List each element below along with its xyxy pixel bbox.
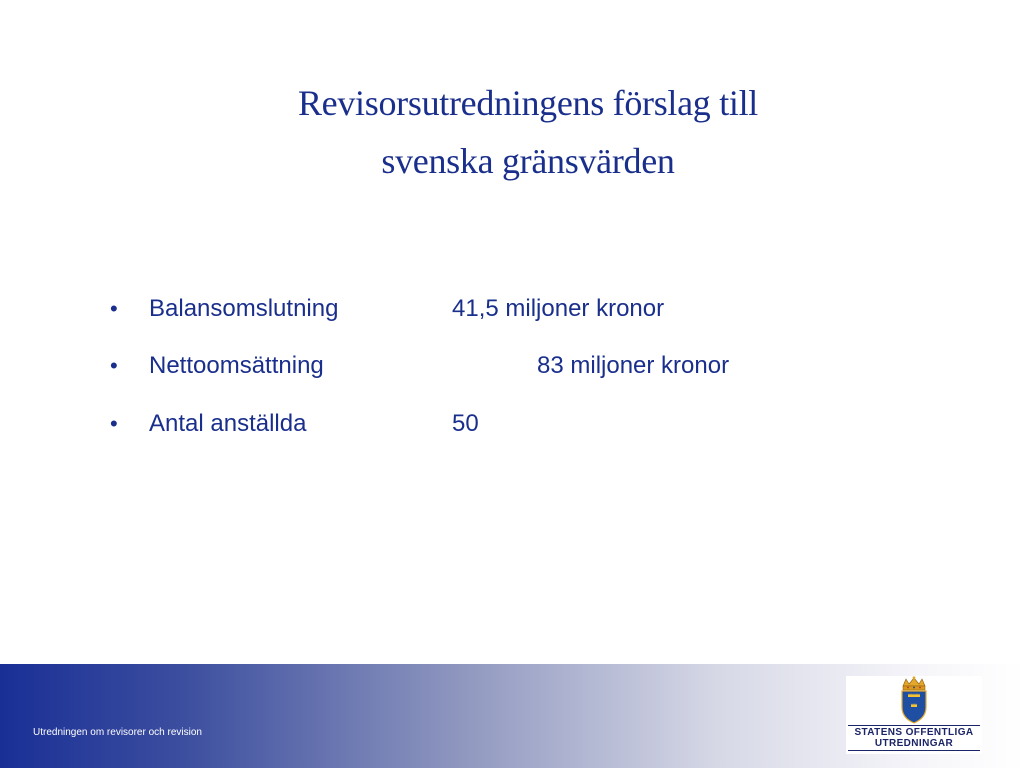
crown-shield-icon: [846, 676, 982, 726]
bullet-value: 83 miljoner kronor: [537, 352, 730, 379]
slide-title-line-1: Revisorsutredningens förslag till: [297, 83, 759, 123]
crown-icon: [903, 676, 925, 690]
bullet-item: [0, 293, 1024, 325]
bullet-label: Nettoomsättning: [149, 352, 324, 379]
slide-title-line-2: svenska gränsvärden: [381, 141, 675, 181]
bullet-value: 50: [452, 410, 479, 437]
logo-text-line-1: STATENS OFFENTLIGA: [854, 727, 974, 738]
bullet-glyph: •: [110, 411, 118, 436]
shield-icon: [902, 691, 926, 723]
bullet-item: [0, 350, 1024, 382]
bullet-item: [0, 408, 1024, 440]
bullet-value: 41,5 miljoner kronor: [452, 295, 665, 322]
sou-logo: [846, 676, 982, 754]
bullet-label: Balansomslutning: [149, 295, 339, 322]
logo-rule-top: [848, 725, 980, 726]
bullet-glyph: •: [110, 296, 118, 321]
footer-text: Utredningen om revisorer och revision: [33, 727, 202, 738]
bullet-label: Antal anställda: [149, 410, 307, 437]
logo-rule-bottom: [848, 750, 980, 751]
logo-text-line-2: UTREDNINGAR: [874, 738, 954, 749]
bullet-glyph: •: [110, 353, 118, 378]
